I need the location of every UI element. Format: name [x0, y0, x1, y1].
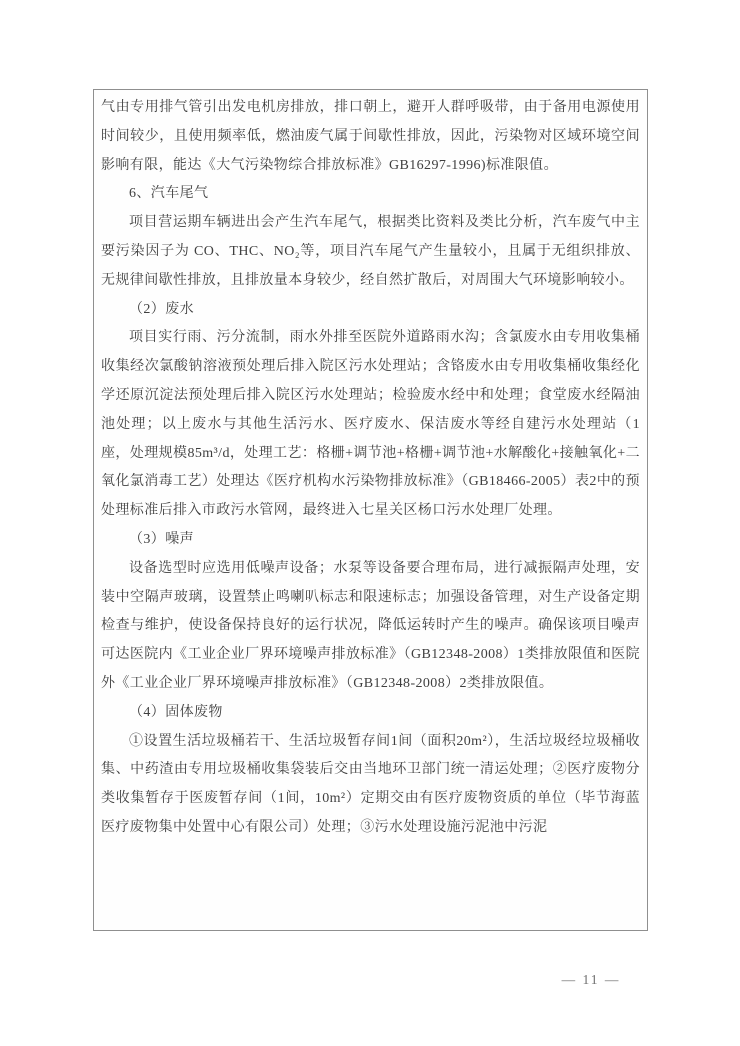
paragraph-vehicle-exhaust: 项目营运期车辆进出会产生汽车尾气，根据类比资料及类比分析，汽车废气中主要污染因子为 CO、THC、NO₂等，项目汽车尾气产生量较小，且属于无组织排放、无规律间歇性排放，且排放量本身较少，经自然扩散后，对周围大气环境影响较小。 [101, 215, 640, 288]
content-border-box [93, 89, 648, 931]
page-number: — 11 — [561, 972, 621, 987]
heading-vehicle-exhaust: 6、汽车尾气 [129, 186, 209, 202]
paragraph-solid-waste: ①设置生活垃圾桶若干、生活垃圾暂存间1间（面积20m²），生活垃圾经垃圾桶收集、中药渣由专用垃圾桶收集袋装后交由当地环卫部门统一清运处理；②医疗废物分类收集暂存于医废暂存间（1间，10m²）定期交由有医疗废物资质的单位（毕节海蓝医疗废物集中处置中心有限公司）处理；③污水处理设施污泥池中污泥 [101, 733, 640, 835]
paragraph-generator-exhaust-continuation: 气由专用排气管引出发电机房排放，排口朝上，避开人群呼吸带，由于备用电源使用时间较少，且使用频率低，燃油废气属于间歇性排放，因此，污染物对区域环境空间影响有限，能达《大气污染物综合排放标准》GB16297-1996)标准限值。 [101, 100, 640, 173]
heading-noise: （3）噪声 [129, 531, 194, 547]
paragraph-wastewater: 项目实行雨、污分流制，雨水外排至医院外道路雨水沟；含氯废水由专用收集桶收集经次氯酸钠溶液预处理后排入院区污水处理站；含铬废水由专用收集桶收集经化学还原沉淀法预处理后排入院区污水处理站；检验废水经中和处理；食堂废水经隔油池处理；以上废水与其他生活污水、医疗废水、保洁废水等经自建污水处理站（1座，处理规模85m³/d，处理工艺：格栅+调节池+格栅+调节池+水解酸化+接触氧化+二氧化氯消毒工艺）处理达《医疗机构水污染物排放标准》（GB18466-2005）表2中的预处理标准后排入市政污水管网，最终进入七星关区杨口污水处理厂处理。 [101, 330, 640, 519]
heading-wastewater: （2）废水 [129, 301, 194, 317]
paragraph-noise: 设备选型时应选用低噪声设备；水泵等设备要合理布局，进行减振隔声处理，安装中空隔声玻璃，设置禁止鸣喇叭标志和限速标志；加强设备管理，对生产设备定期检查与维护，使设备保持良好的运行状况，降低运转时产生的噪声。确保该项目噪声可达医院内《工业企业厂界环境噪声排放标准》（GB12348-2008）1类排放限值和医院外《工业企业厂界环境噪声排放标准》（GB12348-2008）2类排放限值。 [101, 560, 640, 691]
heading-solid-waste: （4）固体废物 [129, 704, 223, 720]
body-text [101, 94, 640, 843]
